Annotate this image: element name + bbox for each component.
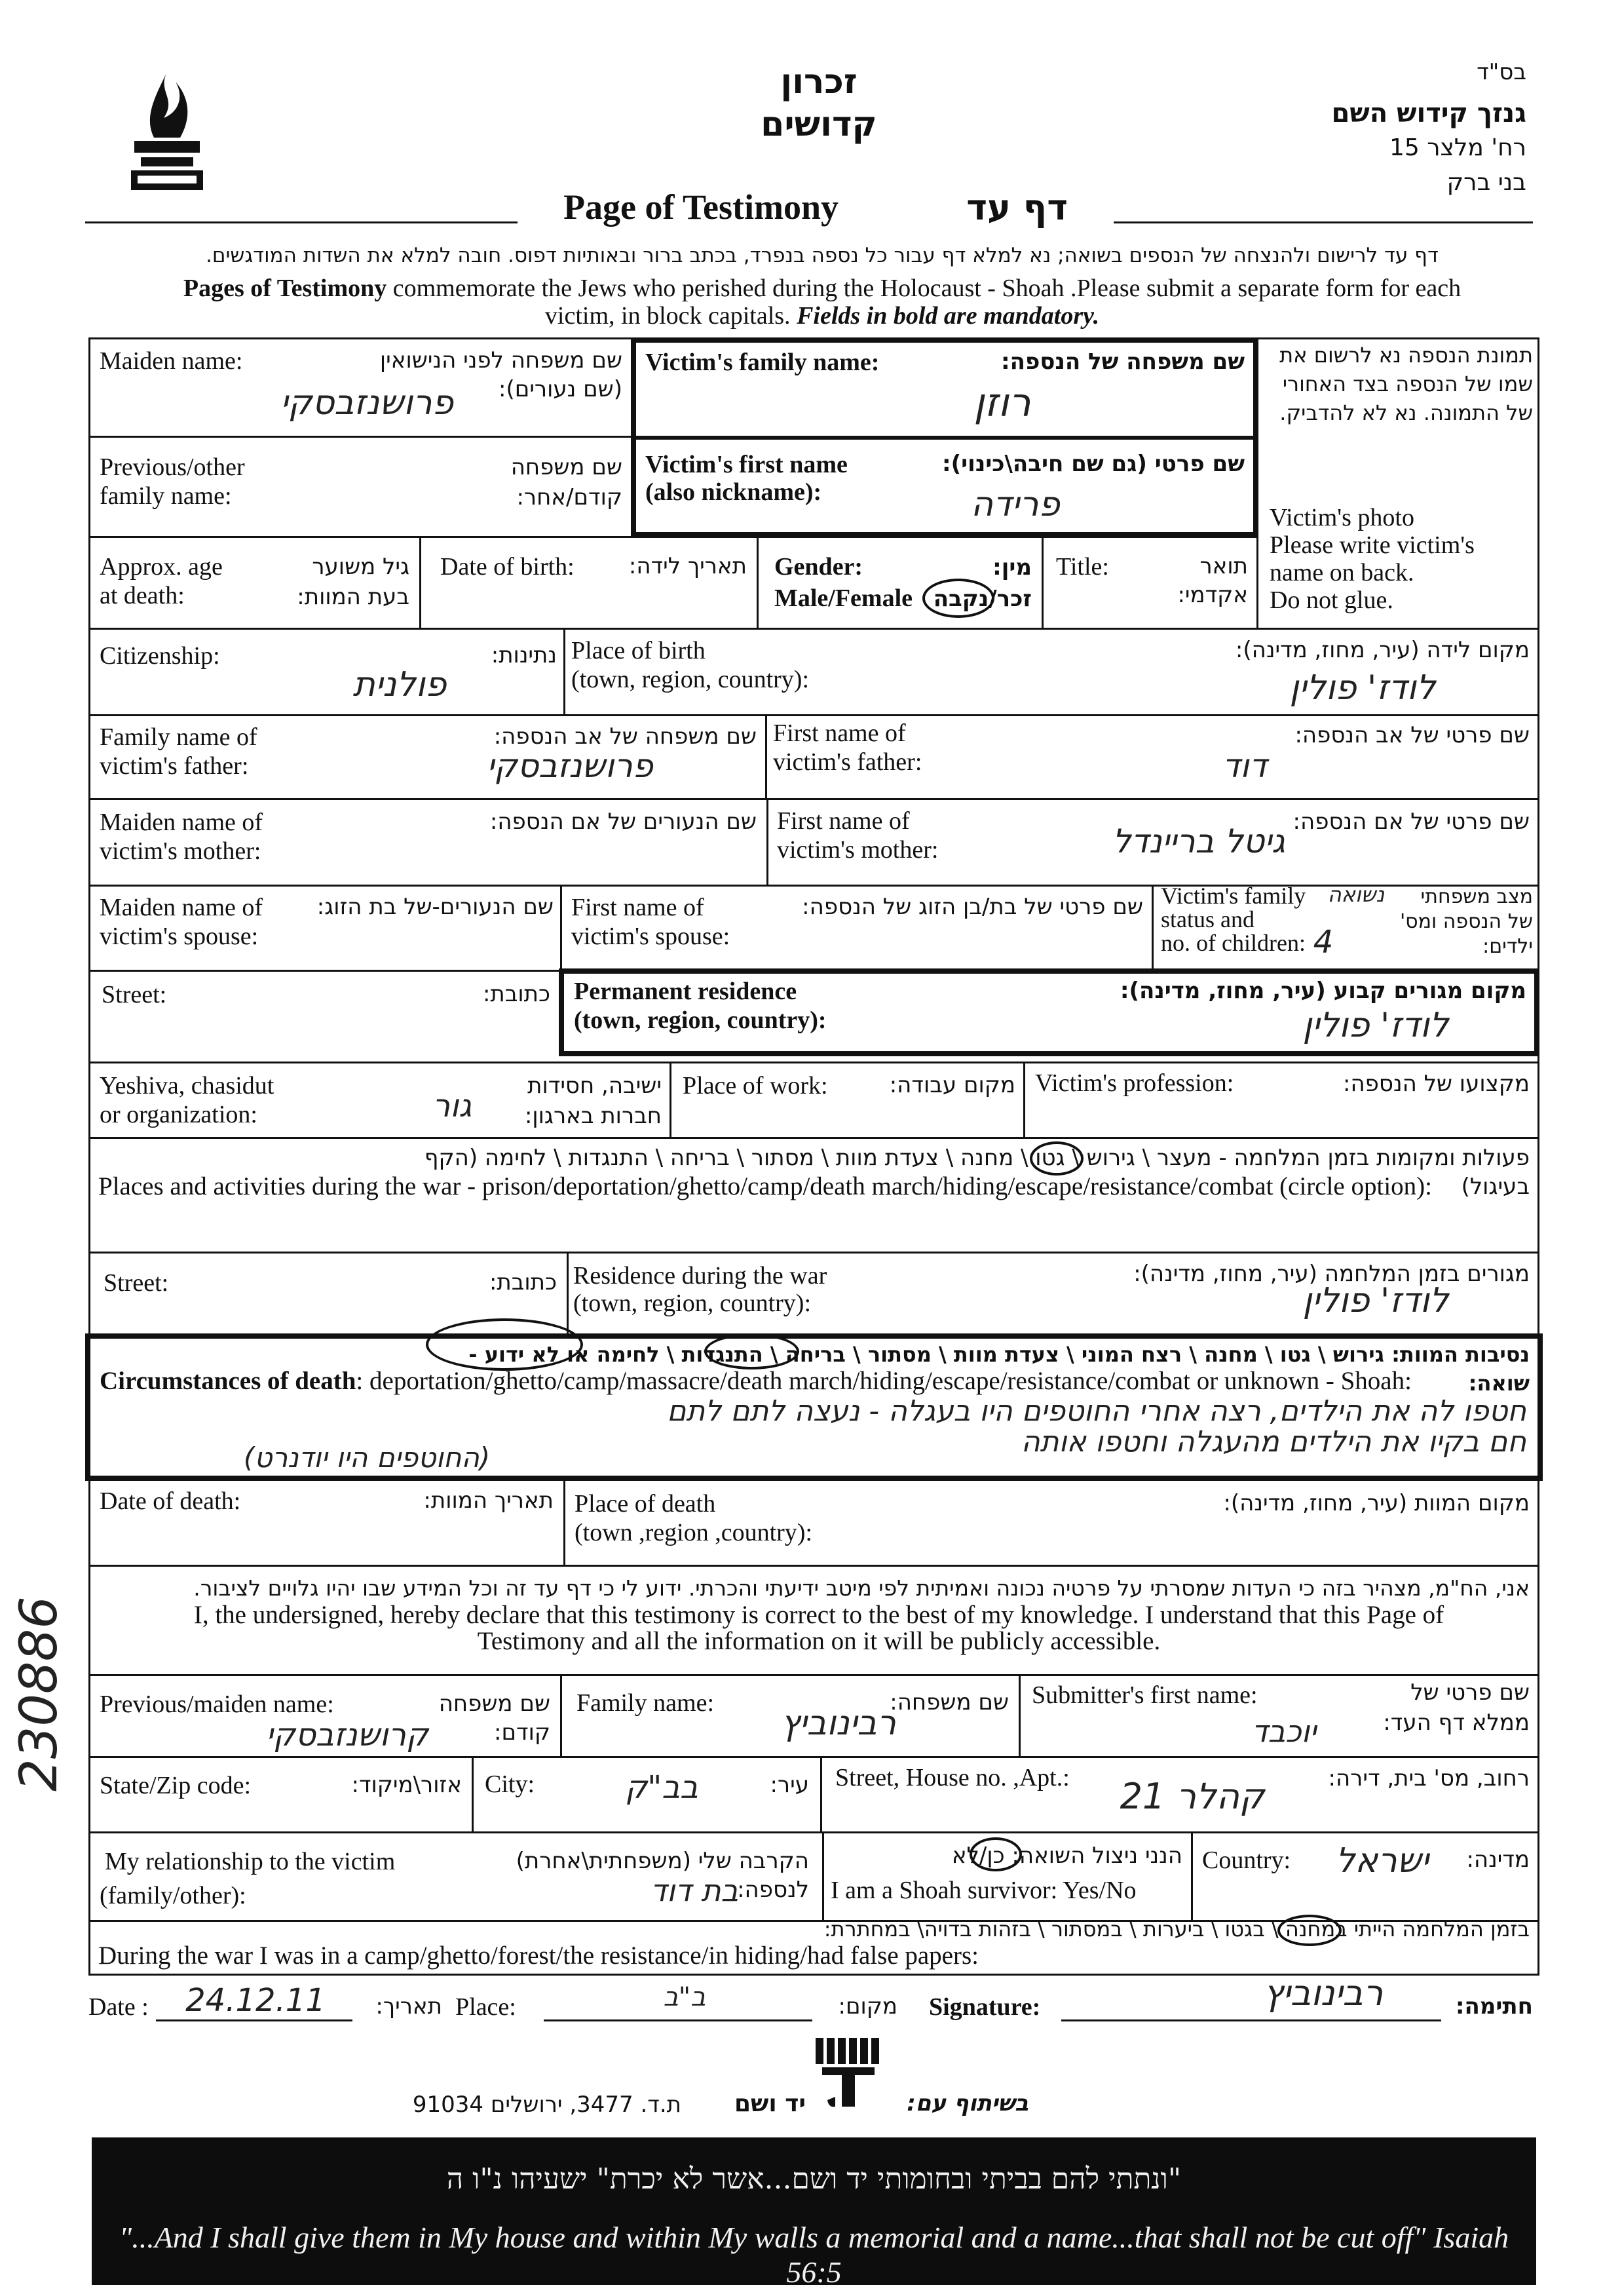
mother-maiden-label-he: שם הנעורים של אם הנספה: [489, 809, 757, 835]
photo-note-en3: name on back. [1270, 559, 1414, 586]
intro-he: דף עד לרישום ולהנצחה של הנספים בשואה; נא למלא דף עבור כל נספה בנפרד, בכתב ברור ובאותיות דפוס. חובה למלא את השדות המודגשים. [206, 244, 1439, 267]
status-label3: no. of children: [1161, 930, 1306, 956]
pod-label1: Place of death [575, 1490, 716, 1518]
spouse-maiden-label2: victim's spouse: [100, 923, 259, 950]
circumstances-label-en: Circumstances of death: deportation/ghetto/camp/massacre/death march/hiding/escape/resistance/combat or unknown - Shoah: [100, 1367, 1412, 1395]
circumstances-label-he: נסיבות המוות: גירוש \ גטו \ מחנה \ רצח המוני \ צעדת מוות \ מסתור \ בריחה \ התנגדות \ לחימה או לא ידוע - שואה: [468, 1342, 1530, 1396]
prev-name-label1: Previous/other [100, 453, 245, 481]
pob-label1: Place of birth [571, 637, 706, 664]
place-value[interactable]: ב"ב [663, 1982, 706, 2012]
sub-row1-div1 [560, 1675, 562, 1757]
father-family-value[interactable]: פרושנזבסקי [487, 747, 653, 785]
sub-row1-div2 [1019, 1675, 1021, 1757]
spouse-maiden-label1: Maiden name of [100, 894, 263, 921]
sub-country-label: Country: [1202, 1846, 1291, 1874]
age-label-he: גיל משוער בעת המוות: [297, 554, 409, 610]
row8-rule [88, 1062, 1539, 1063]
place-label: Place: [455, 1993, 516, 2021]
dod-label-he: תאריך המוות: [423, 1487, 554, 1514]
declaration-he: אני, הח"מ, מצהיר בזה כי העדות שמסרתי על פרטיה נכונה ואמיתית לפי מיטב ידיעתי והכרתי. ידוע לי כי דף עד זה וכל המידע שבו יהיו גלויים לציבור. [193, 1575, 1530, 1601]
during-war-label-en: During the war I was in a camp/ghetto/forest/the resistance/in hiding/had false papers: [98, 1942, 979, 1970]
survivor-label-en: I am a Shoah survivor: Yes/No [831, 1877, 1137, 1904]
maiden-label-he: שם משפחה לפני הנישואין (שם נעורים): [379, 347, 622, 402]
war-res-label-he: מגורים בזמן המלחמה (עיר, מחוז, מדינה): [1133, 1261, 1530, 1287]
father-first-label2: victim's father: [773, 748, 922, 776]
margin-number: 230886 [10, 1596, 69, 1791]
gender-female-circle[interactable] [922, 579, 994, 618]
status-label2: status and [1161, 906, 1254, 932]
spouse-first-label1: First name of [571, 894, 704, 921]
status-label-he: מצב משפחתי של הנספה ומס' ילדים: [1399, 885, 1533, 958]
camp-circle[interactable] [1277, 1915, 1342, 1946]
survivor-label-he: הנני ניצול השואה: כן/לא [951, 1843, 1182, 1869]
sub-row2-rule [88, 1831, 1539, 1833]
relationship-label2: (family/other): [100, 1882, 246, 1909]
sub-first-value[interactable]: יוכבד [1251, 1713, 1317, 1749]
dob-label-he: תאריך לידה: [628, 553, 747, 579]
yad-vashem-logo-icon [809, 2035, 888, 2113]
maiden-label: Maiden name: [100, 347, 243, 375]
sub-city-label-he: עיר: [770, 1772, 809, 1798]
yad-vashem-name-he: יד ושם [734, 2090, 806, 2117]
yeshiva-label1: Yeshiva, chasidut [100, 1072, 274, 1100]
date-label-he: תאריך: [375, 1993, 442, 2019]
father-family-label2: victim's father: [100, 752, 249, 780]
sub-street-label-he: רחוב, מס' בית, דירה: [1328, 1765, 1530, 1791]
sub-first-label: Submitter's first name: [1032, 1681, 1258, 1709]
survivor-no-circle[interactable] [970, 1837, 1022, 1871]
sub-prev-value[interactable]: קרושנזבסקי [266, 1717, 428, 1753]
status-value[interactable]: נשואה [1327, 882, 1385, 907]
title-label: Title: [1056, 553, 1109, 581]
relationship-label-he: הקרבה שלי (משפחתית\אחרת) לנספה: [516, 1848, 809, 1903]
row10-rule [88, 1252, 1539, 1253]
date-label: Date : [88, 1993, 149, 2021]
citizenship-value[interactable]: פולנית [352, 665, 447, 704]
place-label-he: מקום: [838, 1993, 897, 2019]
date-value[interactable]: 24.12.11 [185, 1982, 326, 2019]
row6-div [766, 799, 768, 886]
father-family-label-he: שם משפחה של אב הנספה: [493, 723, 757, 750]
age-label1: Approx. age [100, 553, 223, 581]
dod-label: Date of death: [100, 1487, 241, 1515]
row4-div [563, 629, 565, 716]
org-name: גנזך קידוש השם [1331, 98, 1526, 128]
status-label1: Victim's family [1161, 883, 1306, 909]
sub-row2-div2 [820, 1757, 822, 1833]
circumstances-value-1[interactable]: חטפו לה את הילדים, רצה אחרי החוטפים היו בעגלה - נעצה לתם לתם [667, 1394, 1526, 1428]
work-label: Place of work: [683, 1072, 828, 1100]
prev-name-label-he: שם משפחה קודם/אחר: [510, 454, 622, 510]
row1-rule [88, 436, 632, 438]
sub-family-value[interactable]: רבינוביץ [781, 1704, 896, 1743]
first-name-label-he: שם פרטי (גם שם חיבה\כינוי): [942, 451, 1245, 477]
footer-quote-he: "ונתתי להם בביתי ובחומותי יד ושם...אשר לא יכרת" ישעיהו נ"ו ה [446, 2162, 1182, 2196]
sub-row2-div1 [472, 1757, 474, 1833]
row7-div2 [1152, 886, 1154, 971]
mother-first-label1: First name of [777, 807, 910, 835]
sub-street-label: Street, House no. ,Apt.: [835, 1764, 1070, 1791]
father-first-label-he: שם פרטי של אב הנספה: [1294, 722, 1530, 748]
photo-note-en2: Please write victim's [1270, 531, 1475, 559]
row7-div1 [560, 886, 562, 971]
intro-en-1: Pages of Testimony commemorate the Jews who perished during the Holocaust - Shoah .Please submit a separate form for each [183, 275, 1462, 302]
unknown-circle[interactable] [426, 1318, 583, 1371]
first-name-label2: (also nickname): [645, 478, 822, 506]
row5-div [765, 716, 767, 799]
spouse-first-label2: victim's spouse: [571, 923, 730, 950]
yeshiva-label-he: ישיבה, חסידות חברות בארגון: [524, 1073, 662, 1129]
photo-note-en4: Do not glue. [1270, 586, 1393, 614]
circumstances-value-3[interactable]: (החוטפים היו יודנרט) [243, 1442, 491, 1474]
date-underline [156, 2019, 352, 2021]
title-he-bottom: קדושים [761, 105, 877, 144]
mother-first-label2: victim's mother: [777, 836, 939, 864]
father-first-label1: First name of [773, 719, 906, 747]
war-street-label: Street: [104, 1269, 169, 1297]
org-address: רח' מלצר 15 [1389, 134, 1526, 161]
header-rule-right [1114, 221, 1533, 223]
mother-maiden-label1: Maiden name of [100, 809, 263, 836]
war-street-label-he: כתובת: [489, 1269, 557, 1295]
row9-rule [88, 1137, 1539, 1139]
gender-label-he: מין: זכר/נקבה [933, 554, 1032, 612]
pod-label2: (town ,region ,country): [575, 1519, 813, 1546]
perm-res-label2: (town, region, country): [574, 1006, 827, 1034]
during-war-label-he: בזמן המלחמה הייתי במחנה \ בגטו \ ביערות \ במסתור \ בזהות בדויה\ במחתרת: [823, 1917, 1530, 1942]
photo-note-en1: Victim's photo [1270, 504, 1414, 531]
row13-rule [88, 1565, 1539, 1567]
declaration-en-1: I, the undersigned, hereby declare that this testimony is correct to the best of my knowledge. I understand that this Page of [193, 1601, 1444, 1629]
yad-vashem-address-he: ת.ד. 3477, ירושלים 91034 [412, 2092, 681, 2118]
bsd-mark: בס"ד [1477, 59, 1526, 85]
header-rule-left [85, 221, 518, 223]
pob-label2: (town, region, country): [571, 666, 810, 693]
page-title-en: Page of Testimony [563, 187, 839, 227]
sub-street-value[interactable]: קהלר 21 [1120, 1776, 1265, 1817]
declaration-en-2: Testimony and all the information on it will be publicly accessible. [477, 1627, 1161, 1655]
first-name-value[interactable]: פרידה [971, 485, 1060, 524]
relationship-value[interactable]: בת דוד [650, 1873, 739, 1908]
pob-label-he: מקום לידה (עיר, מחוז, מדינה): [1235, 637, 1530, 663]
row2-rule [88, 536, 1258, 538]
declaration-rule [88, 1674, 1539, 1676]
sub-family-label-he: שם משפחה: [890, 1689, 1009, 1715]
signature-label: Signature: [929, 1993, 1041, 2021]
logo-icon [118, 66, 216, 197]
spouse-maiden-label-he: שם הנעורים-של בת הזוג: [316, 894, 554, 920]
row9-div2 [1023, 1062, 1025, 1138]
signature-underline [1061, 2019, 1441, 2021]
pob-value[interactable]: לודז' פולין [1289, 668, 1436, 708]
circumstances-value-2[interactable]: חם בקיו את הילדים מהעגלה וחטפו אותה [1021, 1425, 1526, 1459]
sub-row3-div1 [822, 1833, 824, 1921]
row9-div1 [670, 1062, 671, 1138]
war-res-value[interactable]: לודז' פולין [1302, 1281, 1449, 1320]
sub-prev-label-he: שם משפחה קודם: [438, 1691, 550, 1746]
pod-label-he: מקום המוות (עיר, מחוז, מדינה): [1223, 1490, 1530, 1516]
photo-note-he: תמונת הנספה נא לרשום את שמו של הנספה בצד האחורי של התמונה. נא לא להדביק. [1279, 343, 1533, 425]
profession-label-he: מקצועו של הנספה: [1342, 1071, 1530, 1097]
victim-name-rule [631, 436, 1258, 440]
street-label: Street: [102, 981, 167, 1008]
sub-first-label-he: שם פרטי של ממלא דף העד: [1383, 1679, 1530, 1736]
father-family-label1: Family name of [100, 723, 257, 751]
mother-first-value[interactable]: גיטל בריינדל [1112, 822, 1285, 860]
row5-rule [88, 798, 1539, 800]
gender-label1: Gender: [774, 553, 863, 581]
page-title-he: דף עד [966, 187, 1068, 228]
war-res-label1: Residence during the war [573, 1262, 827, 1290]
sub-city-value[interactable]: בב"ק [625, 1769, 698, 1806]
row3-div3 [1042, 537, 1044, 629]
family-name-label: Victim's family name: [645, 349, 880, 376]
sub-city-label: City: [485, 1770, 535, 1798]
prev-name-label2: family name: [100, 482, 232, 510]
street-label-he: כתובת: [482, 981, 550, 1007]
sub-country-label-he: מדינה: [1466, 1846, 1530, 1873]
maiden-value[interactable]: פרושנזבסקי [280, 383, 453, 423]
resistance-circle[interactable] [704, 1333, 799, 1369]
row3-rule [88, 628, 1539, 630]
mother-maiden-label2: victim's mother: [100, 837, 261, 865]
yeshiva-value[interactable]: גור [432, 1088, 472, 1124]
title-he-top: זכרון [780, 62, 858, 102]
first-name-label1: Victim's first name [645, 451, 848, 478]
title-label-he: תואר אקדמי: [1177, 553, 1248, 608]
sub-prev-label: Previous/maiden name: [100, 1691, 334, 1718]
places-label-he: פעולות ומקומות בזמן המלחמה - מעצר \ גירוש \ גטו \ מחנה \ צעדת מוות \ מסתור \ בריחה \ התנגדות \ לחימה (הקף בעיגול) [424, 1145, 1530, 1200]
row3-div2 [757, 537, 759, 629]
father-first-value[interactable]: דוד [1222, 747, 1268, 785]
sub-country-value[interactable]: ישראל [1335, 1841, 1429, 1881]
partner-label-he: בשיתוף עם: [907, 2090, 1028, 2116]
footer-quote-en: "...And I shall give them in My house and within My walls a memorial and a name...that shall not be cut off" Isaiah 56:5 [119, 2221, 1509, 2289]
mother-first-label-he: שם פרטי של אם הנספה: [1292, 809, 1530, 835]
work-label-he: מקום עבודה: [889, 1072, 1015, 1098]
sub-zip-label: State/Zip code: [100, 1772, 252, 1799]
family-name-label-he: שם משפחה של הנספה: [1001, 349, 1245, 375]
relationship-label1: My relationship to the victim [105, 1848, 396, 1875]
perm-res-label-he: מקום מגורים קבוע (עיר, מחוז, מדינה): [1120, 978, 1526, 1004]
row11-div [567, 1253, 569, 1335]
signature-value[interactable]: רבינוביץ [1263, 1972, 1384, 2014]
row4-rule [88, 714, 1539, 716]
war-res-label2: (town, region, country): [573, 1290, 812, 1317]
sub-zip-label-he: אזור\מיקוד: [351, 1772, 462, 1798]
profession-label: Victim's profession: [1035, 1069, 1234, 1097]
age-label2: at death: [100, 582, 185, 609]
places-label-en: Places and activities during the war - prison/deportation/ghetto/camp/death march/hiding/escape/resistance/combat (circle option): [98, 1172, 1432, 1200]
row3-div1 [419, 537, 421, 629]
row13-div [563, 1481, 565, 1566]
perm-res-value[interactable]: לודז' פולין [1302, 1006, 1449, 1045]
org-city: בני ברק [1446, 169, 1526, 196]
citizenship-label-he: נתינות: [491, 642, 557, 668]
spouse-first-label-he: שם פרטי של בת/בן הזוג של הנספה: [802, 894, 1143, 920]
perm-res-label1: Permanent residence [574, 978, 797, 1005]
signature-label-he: חתימה: [1455, 1993, 1533, 2019]
ghetto-circle[interactable] [1030, 1141, 1084, 1176]
family-name-value[interactable]: רוזן [973, 380, 1031, 426]
sub-row3-div2 [1191, 1833, 1193, 1921]
dob-label: Date of birth: [440, 553, 575, 581]
sub-family-label: Family name: [576, 1689, 715, 1717]
children-value[interactable]: 4 [1313, 924, 1334, 961]
yeshiva-label2: or organization: [100, 1101, 257, 1128]
intro-en-2: victim, in block capitals. Fields in bold are mandatory. [544, 302, 1100, 330]
citizenship-label: Citizenship: [100, 642, 220, 670]
place-underline [544, 2019, 812, 2021]
sub-row1-rule [88, 1756, 1539, 1758]
gender-label2: Male/Female [774, 584, 913, 612]
